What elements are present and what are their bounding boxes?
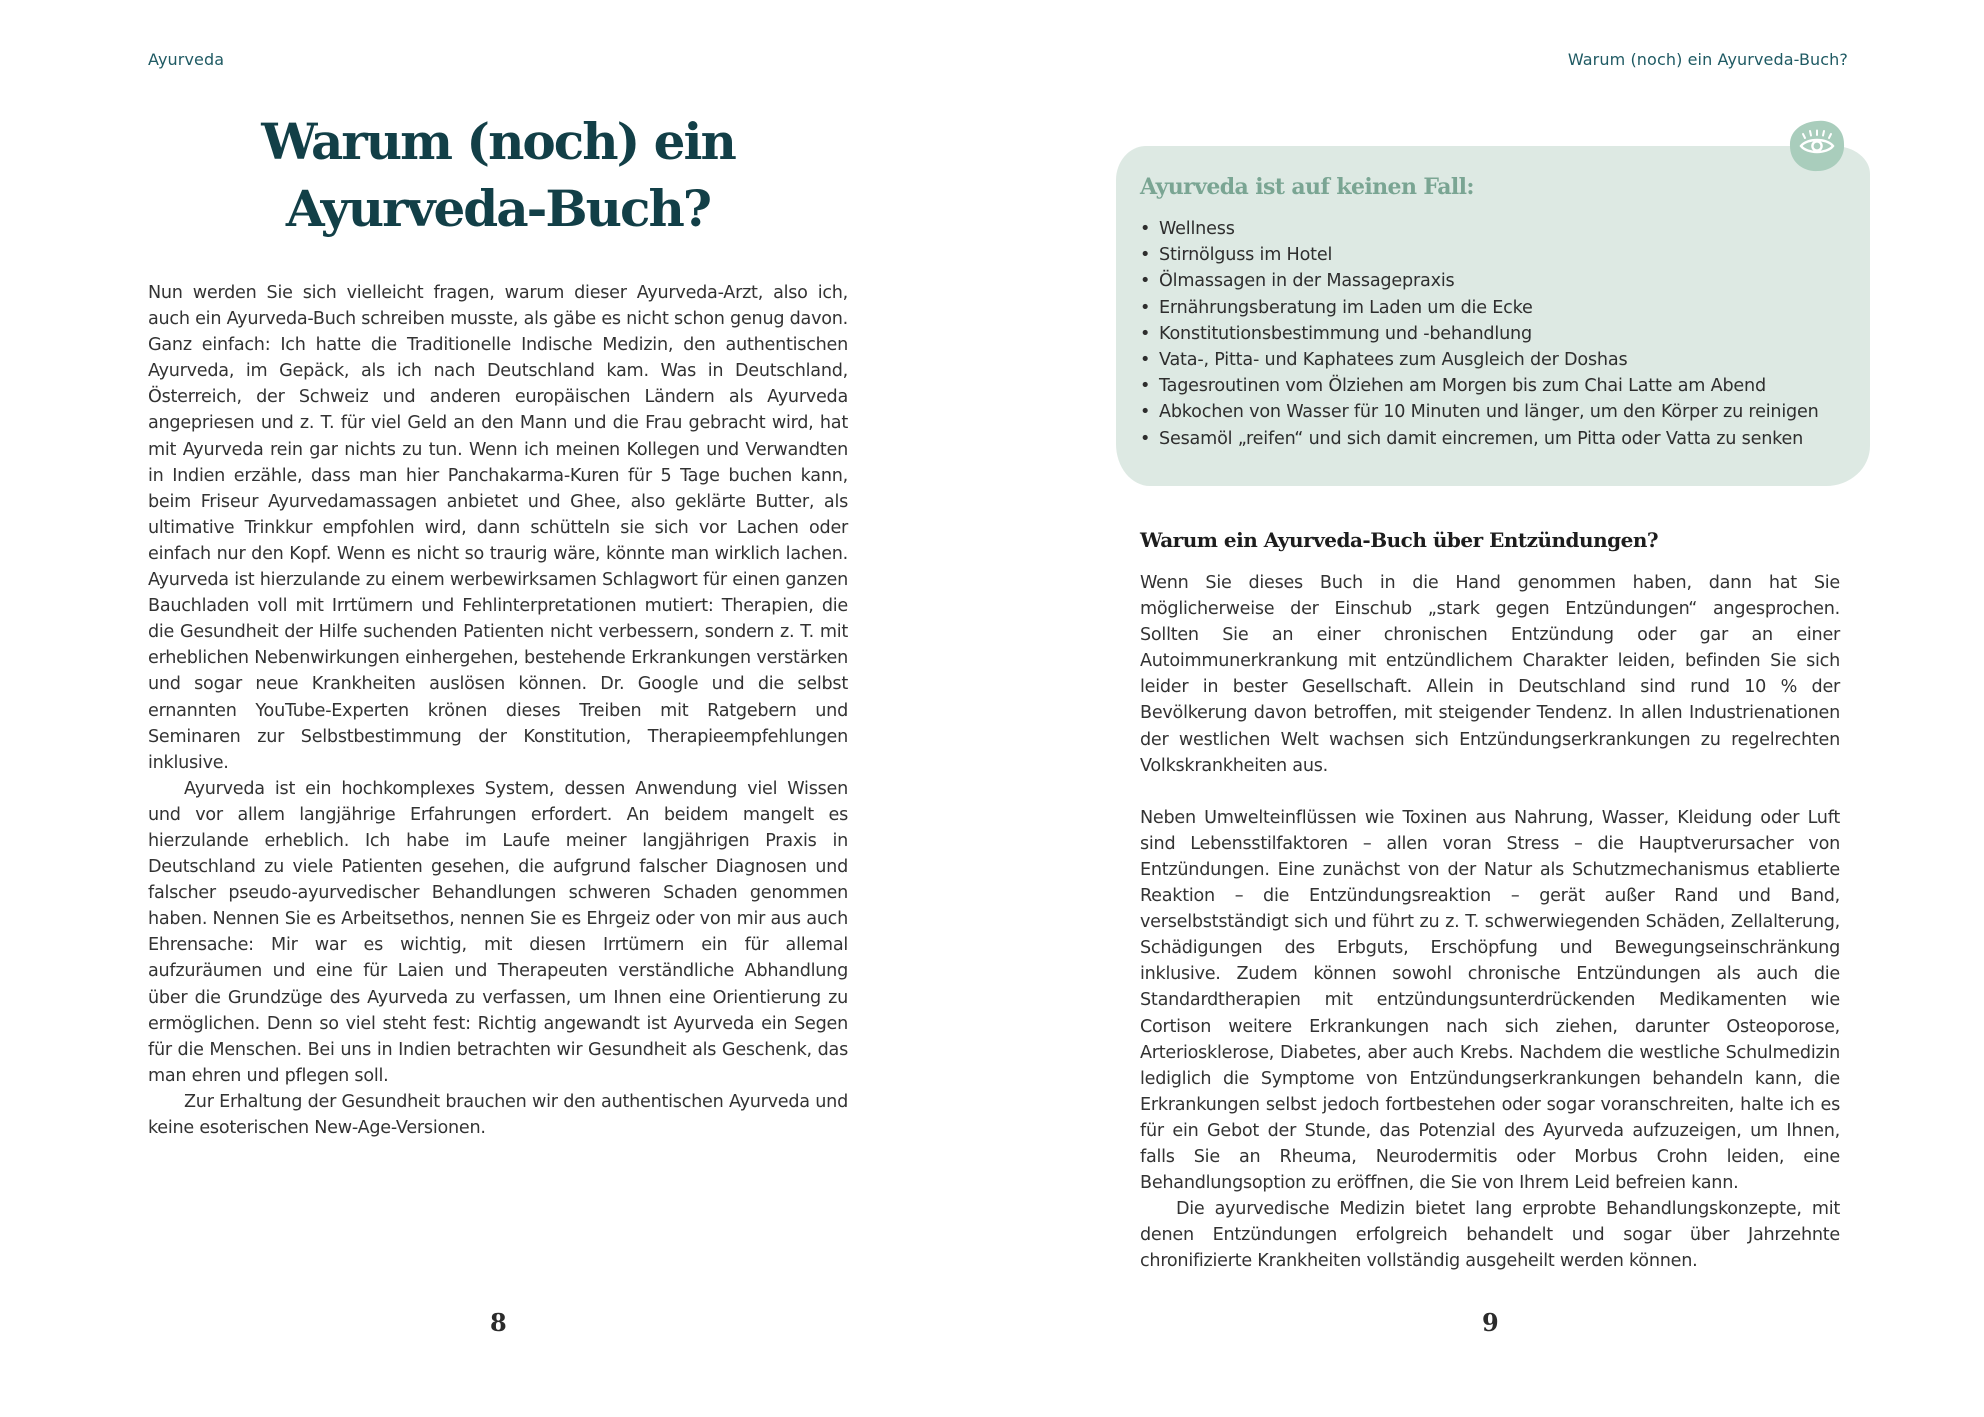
list-item: • Vata-, Pitta- und Kaphatees zum Ausgleich der Doshas [1140, 347, 1819, 373]
list-item: • Abkochen von Wasser für 10 Minuten und länger, um den Körper zu reinigen [1140, 399, 1819, 425]
right-body-text [1140, 570, 1840, 1274]
paragraph: Neben Umwelteinflüssen wie Toxinen aus Nahrung, Wasser, Kleidung oder Luft sind Lebensstilfaktoren – allen voran Stress – die Hauptverursacher von Entzündungen. Eine zunächst von der Natur als Schutzmechanismus etablierte Reaktion – die Entzündungsreaktion – gerät außer Rand und Band, verselbstständigt sich und führt zu z. T. schwerwiegenden Schäden, Zellalterung, Schädigungen des Erbguts, Erschöpfung und Bewegungseinschränkung inklusive. Zudem können sowohl chronische Entzündungen als auch die Standardtherapien mit entzündungsunterdrückenden Medikamenten wie Cortison weitere Erkrankungen nach sich ziehen, darunter Osteoporose, Arteriosklerose, Diabetes, aber auch Krebs. Nachdem die westliche Schulmedizin lediglich die Symptome von Entzündungserkrankungen behandeln kann, die Erkrankungen selbst jedoch fortbestehen oder sogar voranschreiten, halte ich es für ein Gebot der Stunde, das Potenzial des Ayurveda aufzuzeigen, um Ihnen, falls Sie an Rheuma, Neurodermitis oder Morbus Crohn leiden, eine Behandlungsoption zu eröffnen, die Sie von Ihrem Leid befreien kann. [1140, 807, 1840, 1194]
list-item: • Ölmassagen in der Massagepraxis [1140, 268, 1819, 294]
eye-icon [1787, 118, 1847, 174]
right-page [992, 0, 1984, 1417]
list-item: • Tagesroutinen vom Ölziehen am Morgen bis zum Chai Latte am Abend [1140, 373, 1819, 399]
paragraph: Zur Erhaltung der Gesundheit brauchen wir den authentischen Ayurveda und keine esoterischen New-Age-Versionen. [148, 1091, 848, 1138]
list-item: • Stirnölguss im Hotel [1140, 242, 1819, 268]
left-body-text [148, 280, 848, 1141]
list-item: • Konstitutionsbestimmung und -behandlung [1140, 321, 1819, 347]
paragraph: Wenn Sie dieses Buch in die Hand genommen haben, dann hat Sie möglicherweise der Einschub „stark gegen Entzündungen“ angesprochen. Sollten Sie an einer chronischen Entzündung oder gar an einer Autoimmunerkrankung mit entzündlichem Charakter leiden, befinden Sie sich leider in bester Gesellschaft. Allein in Deutschland sind rund 10 % der Bevölkerung davon betroffen, mit steigender Tendenz. In allen Industrienationen der westlichen Welt wachsen sich Entzündungserkrankungen zu regelrechten Volkskrankheiten aus. [1140, 573, 1840, 776]
info-box-list [1140, 216, 1819, 452]
chapter-title-line-2: Ayurveda-Buch? [285, 179, 711, 238]
page-number-right: 9 [1482, 1308, 1499, 1337]
list-item: • Wellness [1140, 216, 1819, 242]
paragraph: Ayurveda ist ein hochkomplexes System, dessen Anwendung viel Wissen und vor allem langjährige Erfahrungen erfordert. An beidem mangelt es hierzulande erheblich. Ich habe im Laufe meiner langjährigen Praxis in Deutschland zu viele Patienten gesehen, die aufgrund falscher Diagnosen und falscher pseudo-ayurvedischer Behandlungen schweren Schaden genommen haben. Nennen Sie es Arbeitsethos, nennen Sie es Ehrgeiz oder von mir aus auch Ehrensache: Mir war es wichtig, mit diesen Irrtümern ein für allemal aufzuräumen und eine für Laien und Therapeuten verständliche Abhandlung über die Grundzüge des Ayurveda zu verfassen, um Ihnen eine Orientierung zu ermöglichen. Denn so viel steht fest: Richtig angewandt ist Ayurveda ein Segen für die Menschen. Bei uns in Indien betrachten wir Gesundheit als Geschenk, das man ehren und pflegen soll. [148, 778, 848, 1086]
chapter-title-line-1: Warum (noch) ein [261, 112, 735, 171]
info-box-title: Ayurveda ist auf keinen Fall: [1140, 174, 1474, 200]
page-number-left: 8 [490, 1308, 507, 1337]
running-head-left: Ayurveda [148, 50, 225, 69]
paragraph: Nun werden Sie sich vielleicht fragen, warum dieser Ayurveda-Arzt, also ich, auch ein Ayurveda-Buch schreiben musste, als gäbe es nicht schon genug davon. Ganz einfach: Ich hatte die Traditionelle Indische Medizin, den authentischen Ayurveda, im Gepäck, als ich nach Deutschland kam. Was in Deutschland, Österreich, der Schweiz und anderen europäischen Ländern als Ayurveda angepriesen und z. T. für viel Geld an den Mann und die Frau gebracht wird, hat mit Ayurveda rein gar nichts zu tun. Wenn ich meinen Kollegen und Verwandten in Indien erzähle, dass man hier Panchakarma-Kuren für 5 Tage buchen kann, beim Friseur Ayurvedamassagen anbietet und Ghee, also geklärte Butter, als ultimative Trinkkur empfohlen wird, dann schütteln sie sich vor Lachen oder einfach nur den Kopf. Wenn es nicht so traurig wäre, könnte man wirklich lachen. Ayurveda ist hierzulande zu einem werbewirksamen Schlagwort für einen ganzen Bauchladen voll mit Irrtümern und Fehlinterpretationen mutiert: Therapien, die die Gesundheit der Hilfe suchenden Patienten nicht verbessern, sondern z. T. mit erheblichen Nebenwirkungen einhergehen, bestehende Erkrankungen verstärken und sogar neue Krankheiten auslösen können. Dr. Google und die selbst ernannten YouTube-Experten krönen dieses Treiben mit Ratgebern und Seminaren zur Selbstbestimmung der Konstitution, Therapieempfehlungen inklusive. [148, 283, 848, 773]
running-head-right: Warum (noch) ein Ayurveda-Buch? [1567, 50, 1848, 69]
list-item: • Ernährungsberatung im Laden um die Ecke [1140, 295, 1819, 321]
section-heading: Warum ein Ayurveda-Buch über Entzündungen? [1140, 528, 1659, 552]
list-item: • Sesamöl „reifen“ und sich damit eincremen, um Pitta oder Vatta zu senken [1140, 426, 1819, 452]
chapter-title [148, 108, 848, 242]
paragraph: Die ayurvedische Medizin bietet lang erprobte Behandlungskonzepte, mit denen Entzündungen erfolgreich behandelt und sogar über Jahrzehnte chronifizierte Krankheiten vollständig ausgeheilt werden können. [1140, 1199, 1840, 1272]
